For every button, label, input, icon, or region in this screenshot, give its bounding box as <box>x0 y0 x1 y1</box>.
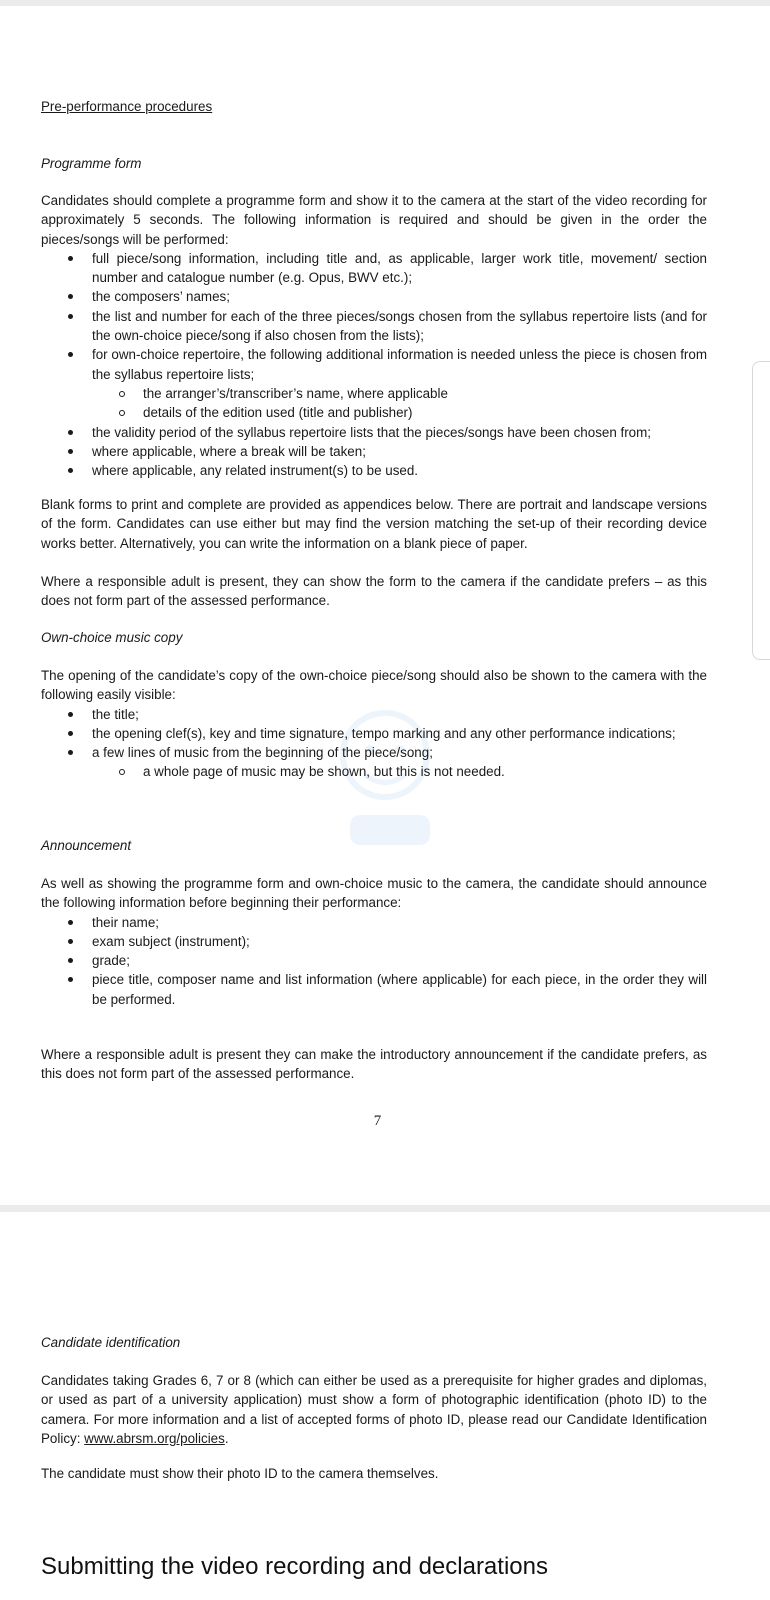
list-item: where applicable, where a break will be taken; <box>41 442 707 461</box>
blank-forms-paragraph: Blank forms to print and complete are provided as appendices below. There are portrait and landscape versions of the form. Candidates can use either but may find the version matching the set-up of their recording device works better. Alternatively, you can write the information on a blank piece of paper. <box>41 497 707 551</box>
list-item: exam subject (instrument); <box>41 932 707 951</box>
list-item: where applicable, any related instrument(s) to be used. <box>41 461 707 480</box>
heading-candidate-identification: Candidate identification <box>41 1335 181 1350</box>
list-item: grade; <box>41 951 707 970</box>
sub-list-item: details of the edition used (title and publisher) <box>92 403 707 422</box>
photo-id-paragraph: The candidate must show their photo ID to the camera themselves. <box>41 1466 439 1481</box>
page-number: 7 <box>373 1113 382 1129</box>
programme-form-section <box>41 191 707 480</box>
list-item-text: a few lines of music from the beginning of the piece/song; <box>92 745 433 761</box>
responsible-adult-form-paragraph: Where a responsible adult is present, they can show the form to the camera if the candidate prefers – as this does not form part of the assessed performance. <box>41 574 707 609</box>
viewer-top-edge <box>0 0 770 6</box>
own-choice-intro: The opening of the candidate’s copy of the own-choice piece/song should also be shown to the camera with the following easily visible: <box>41 668 707 703</box>
list-item: the composers’ names; <box>41 287 707 306</box>
list-item: the validity period of the syllabus repertoire lists that the pieces/songs have been chosen from; <box>41 423 707 442</box>
sub-list <box>92 762 707 781</box>
responsible-adult-announcement-paragraph: Where a responsible adult is present they can make the introductory announcement if the candidate prefers, as this does not form part of the assessed performance. <box>41 1047 707 1082</box>
candidate-id-text: Candidates taking Grades 6, 7 or 8 (which can either be used as a prerequisite for higher grades and diplomas, or used as part of a university application) must show a form of photographic identification (photo ID) to the camera. For more information and a list of accepted forms of photo ID, please read our Candidate Identification Policy: <box>41 1373 707 1446</box>
list-item: full piece/song information, including title and, as applicable, larger work title, movement/ section number and catalogue number (e.g. Opus, BWV etc.); <box>41 249 707 288</box>
list-item: piece title, composer name and list information (where applicable) for each piece, in the order they will be performed. <box>41 970 707 1009</box>
page-separator <box>0 1205 770 1212</box>
section-heading-pre-performance: Pre-performance procedures <box>41 99 213 114</box>
heading-submitting-video: Submitting the video recording and declarations <box>41 1553 548 1580</box>
programme-form-list <box>41 249 707 481</box>
announcement-intro: As well as showing the programme form and own-choice music to the camera, the candidate should announce the following information before beginning their performance: <box>41 876 707 911</box>
policies-link[interactable]: www.abrsm.org/policies <box>84 1430 225 1446</box>
heading-own-choice-music-copy: Own-choice music copy <box>41 630 183 645</box>
side-panel-handle[interactable] <box>752 361 770 660</box>
list-item <box>41 743 707 782</box>
candidate-id-text-end: . <box>224 1430 229 1446</box>
announcement-list <box>41 913 707 1009</box>
list-item: the list and number for each of the three pieces/songs chosen from the syllabus repertoire lists (and for the own-choice piece/song if also chosen from the lists); <box>41 307 707 346</box>
sub-list-item: a whole page of music may be shown, but this is not needed. <box>92 762 707 781</box>
heading-announcement: Announcement <box>41 838 132 853</box>
sub-list-item: the arranger’s/transcriber’s name, where applicable <box>92 384 707 403</box>
list-item: their name; <box>41 913 707 932</box>
list-item-text: for own-choice repertoire, the following additional information is needed unless the piece is chosen from the syllabus repertoire lists; <box>92 347 707 382</box>
candidate-id-paragraph <box>41 1371 707 1448</box>
own-choice-list <box>41 705 707 782</box>
list-item <box>41 345 707 422</box>
own-choice-section <box>41 666 707 782</box>
announcement-section <box>41 874 707 1009</box>
heading-programme-form: Programme form <box>41 156 142 171</box>
programme-form-intro: Candidates should complete a programme form and show it to the camera at the start of the video recording for approximately 5 seconds. The following information is required and should be given in the order the pieces/songs will be performed: <box>41 193 707 247</box>
sub-list <box>92 384 707 423</box>
list-item: the title; <box>41 705 707 724</box>
list-item: the opening clef(s), key and time signature, tempo marking and any other performance indications; <box>41 724 707 743</box>
